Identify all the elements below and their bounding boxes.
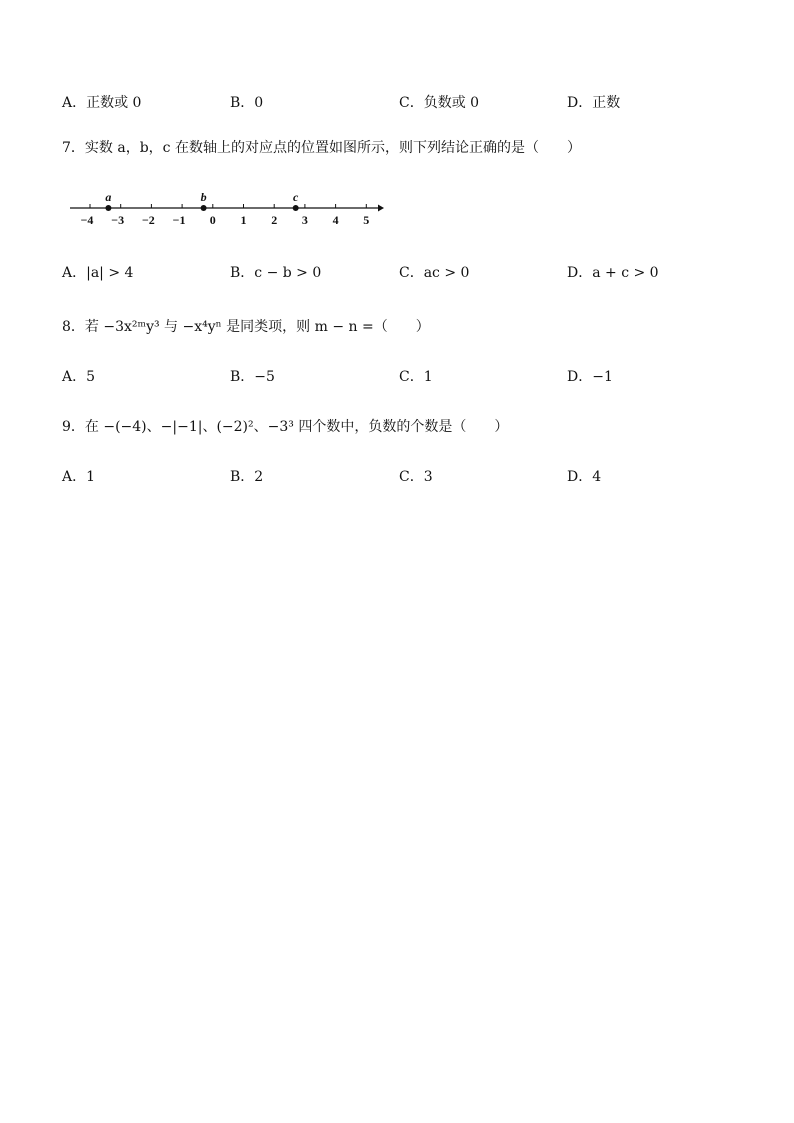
q8-stem-row xyxy=(0,316,794,338)
number-line-arrow-icon xyxy=(378,205,384,212)
q7-stem: 7．实数 a，b，c 在数轴上的对应点的位置如图所示，则下列结论正确的是（ ） xyxy=(62,140,581,156)
number-line-point-a xyxy=(105,205,111,211)
number-line-point-label-a: a xyxy=(105,190,112,204)
q7-option-c: C．ac > 0 xyxy=(399,265,470,281)
number-line-point-label-b: b xyxy=(200,190,207,204)
q9-stem: 9．在 −(−4)、−|−1|、(−2)²、−3³ 四个数中，负数的个数是（ ） xyxy=(62,419,509,435)
q8-option-c: C．1 xyxy=(399,369,433,385)
q8-option-a: A．5 xyxy=(62,369,96,385)
q9-option-b: B．2 xyxy=(230,469,264,485)
q7-stem-row xyxy=(0,137,794,159)
q8-options-row xyxy=(0,366,794,388)
number-line-point-b xyxy=(201,205,207,211)
q6-options-row xyxy=(0,92,794,114)
q8-stem: 8．若 −3x²ᵐy³ 与 −x⁴yⁿ 是同类项，则 m − n =（ ） xyxy=(62,319,430,335)
number-line-figure xyxy=(66,186,388,230)
q9-stem-row xyxy=(0,416,794,438)
number-line-tick-label: 1 xyxy=(240,213,247,227)
q9-options-row xyxy=(0,466,794,488)
number-line-tick-label: −1 xyxy=(172,213,186,227)
number-line-tick-label: 5 xyxy=(363,213,370,227)
q6-option-c: C．负数或 0 xyxy=(399,95,480,111)
q6-option-b: B．0 xyxy=(230,95,264,111)
q7-options-row xyxy=(0,262,794,284)
number-line-tick-label: 0 xyxy=(209,213,216,227)
number-line-tick-label: 2 xyxy=(271,213,278,227)
number-line-tick-label: −3 xyxy=(111,213,125,227)
q9-option-d: D．4 xyxy=(567,469,602,485)
q6-option-a: A．正数或 0 xyxy=(62,95,142,111)
q9-option-c: C．3 xyxy=(399,469,433,485)
number-line-tick-label: −4 xyxy=(80,213,94,227)
number-line-tick-label: 4 xyxy=(332,213,339,227)
number-line-point-label-c: c xyxy=(293,190,299,204)
q7-option-d: D．a + c > 0 xyxy=(567,265,659,281)
number-line-tick-label: 3 xyxy=(301,213,308,227)
q7-option-b: B．c − b > 0 xyxy=(230,265,322,281)
q8-option-d: D．−1 xyxy=(567,369,613,385)
q7-option-a: A．|a| > 4 xyxy=(62,265,134,281)
q6-option-d: D．正数 xyxy=(567,95,621,111)
number-line-point-c xyxy=(293,205,299,211)
q8-option-b: B．−5 xyxy=(230,369,275,385)
q9-option-a: A．1 xyxy=(62,469,96,485)
number-line-tick-label: −2 xyxy=(141,213,155,227)
